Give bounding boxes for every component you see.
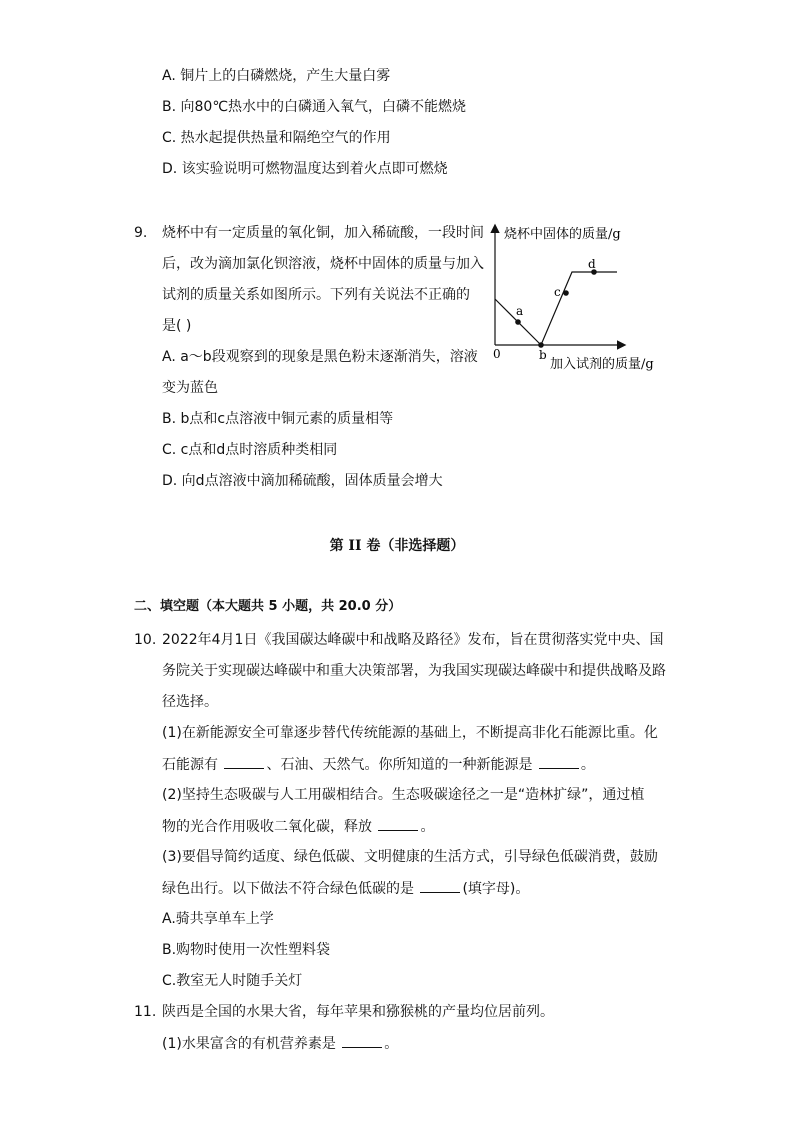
q10-choice-b: B.购物时使用一次性塑料袋 [162,942,331,958]
q9-option-a-line2: 变为蓝色 [162,380,218,396]
q10-part2-line1: (2)坚持生态吸碳与人工用碳相结合。生态吸碳途径之一是“造林扩绿”，通过植 [162,787,645,803]
q9-option-b: B. b点和c点溶液中铜元素的质量相等 [162,411,394,427]
part2-title: 第 II 卷（非选择题） [329,538,465,554]
q9-option-d: D. 向d点溶液中滴加稀硫酸，固体质量会增大 [162,473,443,489]
q9-stem-line2: 后，改为滴加氯化钡溶液，烧杯中固体的质量与加入 [162,256,484,272]
x-axis-label: 加入试剂的质量/g [550,357,654,372]
q10-part1-line1: (1)在新能源安全可靠逐步替代传统能源的基础上，不断提高非化石能源比重。化 [162,725,658,741]
q10-blank-1[interactable] [224,754,264,769]
label-c: c [554,285,561,299]
q9-option-a-line1: A. a～b段观察到的现象是黑色粉末逐渐消失，溶液 [162,349,478,365]
q10-part3-line2: 绿色出行。以下做法不符合绿色低碳的是 (填字母)。 [162,878,529,899]
q8-option-b: B. 向80℃热水中的白磷通入氧气，白磷不能燃烧 [162,99,467,115]
q10-intro-line1: 2022年4月1日《我国碳达峰碳中和战略及路径》发布，旨在贯彻落实党中央、国 [162,632,664,648]
q9-number: 9. [134,225,148,241]
q10-number: 10. [134,632,157,648]
q9-stem-line3: 试剂的质量关系如图所示。下列有关说法不正确的 [162,287,470,303]
q10-blank-4[interactable] [420,878,460,893]
q11-intro: 陕西是全国的水果大省，每年苹果和猕猴桃的产量均位居前列。 [162,1004,554,1020]
q10-part3-line1: (3)要倡导简约适度、绿色低碳、文明健康的生活方式，引导绿色低碳消费，鼓励 [162,849,658,865]
point-a [515,319,521,325]
point-c [563,290,569,296]
q9-stem-line4: 是( ) [162,318,192,334]
q11-blank-1[interactable] [342,1033,382,1048]
point-b [538,342,544,348]
q10-choice-c: C.教室无人时随手关灯 [162,973,303,989]
mass-curve [495,272,617,345]
label-d: d [588,257,596,271]
q10-blank-3[interactable] [378,816,418,831]
label-b: b [539,348,547,362]
q10-intro-line2: 务院关于实现碳达峰碳中和重大决策部署，为我国实现碳达峰碳中和提供战略及路 [162,663,666,679]
q10-part1-line2: 石能源有 、石油、天然气。你所知道的一种新能源是 。 [162,754,595,775]
q11-number: 11. [134,1004,157,1020]
q9-graph [486,220,676,375]
q8-option-a: A. 铜片上的白磷燃烧，产生大量白雾 [162,68,391,84]
label-a: a [516,304,524,318]
q10-part2-line2: 物的光合作用吸收二氧化碳，释放 。 [162,816,434,837]
q11-part1: (1)水果富含的有机营养素是 。 [162,1033,398,1054]
q10-choice-a: A.骑共享单车上学 [162,911,274,927]
origin-label: 0 [493,347,501,361]
q8-option-c: C. 热水起提供热量和隔绝空气的作用 [162,130,391,146]
q8-option-d: D. 该实验说明可燃物温度达到着火点即可燃烧 [162,161,448,177]
y-axis-label: 烧杯中固体的质量/g [504,227,621,242]
q10-blank-2[interactable] [539,754,579,769]
section2-heading: 二、填空题（本大题共 5 小题，共 20.0 分） [134,599,402,614]
q10-intro-line3: 径选择。 [162,694,218,710]
q9-option-c: C. c点和d点时溶质种类相同 [162,442,338,458]
q9-stem-line1: 烧杯中有一定质量的氧化铜，加入稀硫酸，一段时间 [162,225,484,241]
